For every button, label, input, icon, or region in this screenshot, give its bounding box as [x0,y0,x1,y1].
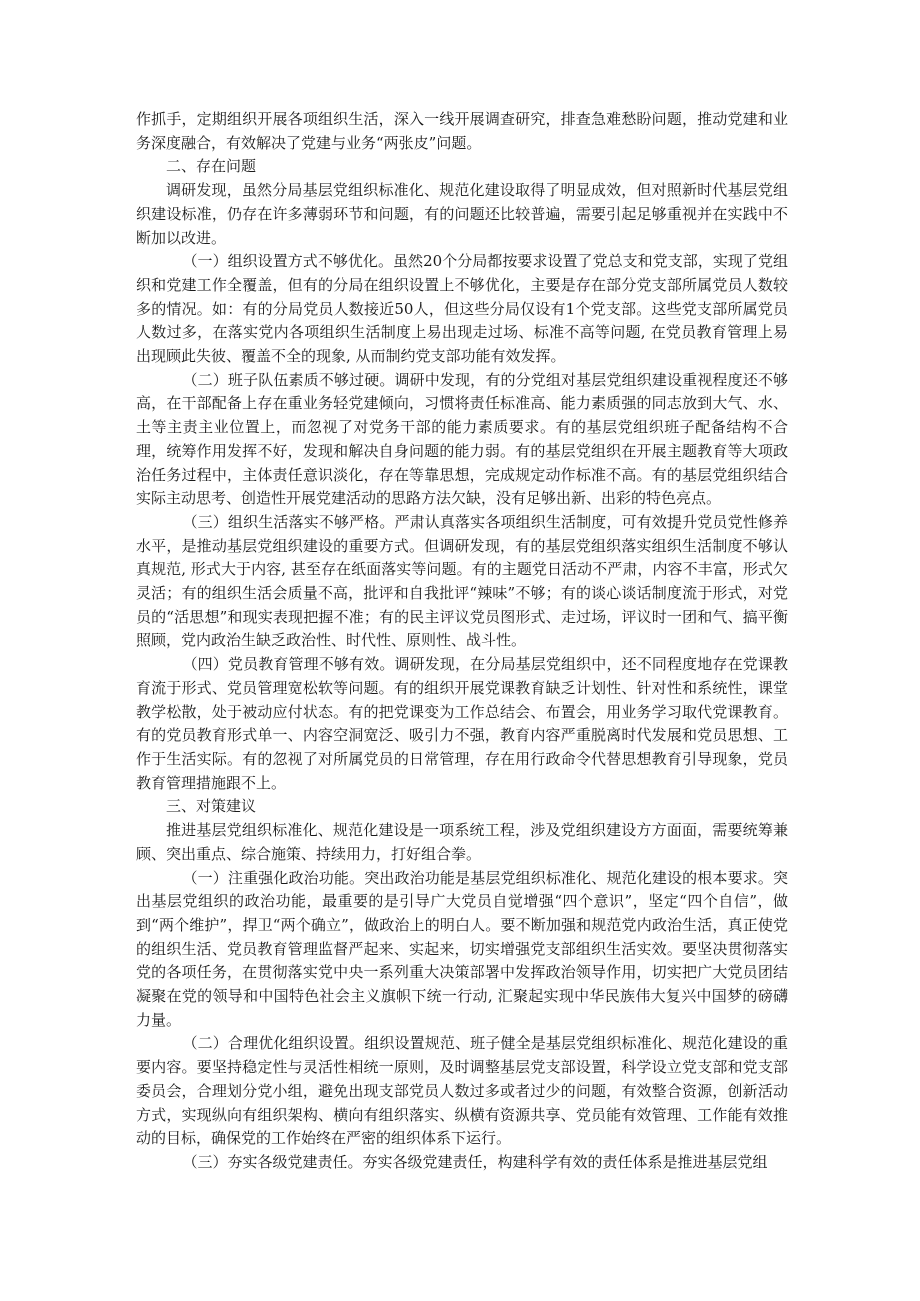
paragraph-suggestion-3: （三）夯实各级党建责任。夯实各级党建责任，构建科学有效的责任体系是推进基层党组 [182,1152,768,1171]
paragraph-problem-2: （二）班子队伍素质不够过硬。调研中发现，有的分党组对基层党组织建设重视程度还不够高，在干部配备上存在重业务轻党建倾向，习惯将责任标准高、能力素质强的同志放到大气、水、土等主责主业位置上，而忽视了对党务干部的能力素质要求。有的基层党组织班子配备结构不合理，统筹作用发挥不好，发现和解决自身问题的能力弱。有的基层党组织在开展主题教育等大项政治任务过程中，主体责任意识淡化，存在等靠思想，完成规定动作标准不高。有的基层党组织结合实际主动思考、创造性开展党建活动的思路方法欠缺，没有足够出新、出彩的特色亮点。 [136,370,788,508]
section-heading-problems: 二、存在问题 [166,157,257,176]
paragraph-suggestion-1: （一）注重强化政治功能。突出政治功能是基层党组织标准化、规范化建设的根本要求。突出基层党组织的政治功能，最重要的是引导广大党员自觉增强“四个意识”，坚定“四个自信”，做到“两个维护”，捍卫“两个确立”，做政治上的明白人。要不断加强和规范党内政治生活，真正使党的组织生活、党员教育管理监督严起来、实起来，切实增强党支部组织生活实效。要坚决贯彻落实党的各项任务，在贯彻落实党中央一系列重大决策部署中发挥政治领导作用，切实把广大党员团结凝聚在党的领导和中国特色社会主义旗帜下统一行动, 汇聚起实现中华民族伟大复兴中国梦的磅礴力量。 [136,868,788,1029]
paragraph-suggestion-2: （二）合理优化组织设置。组织设置规范、班子健全是基层党组织标准化、规范化建设的重要内容。要坚持稳定性与灵活性相统一原则，及时调整基层党支部设置，科学设立党支部和党支部委员会，合理划分党小组，避免出现支部党员人数过多或者过少的问题，有效整合资源，创新活动方式，实现纵向有组织架构、横向有组织落实、纵横有资源共享、党员能有效管理、工作能有效推动的目标，确保党的工作始终在严密的组织体系下运行。 [136,1034,788,1148]
section-heading-suggestions: 三、对策建议 [166,797,257,816]
document-body [136,108,788,1175]
paragraph-problem-3: （三）组织生活落实不够严格。严肃认真落实各项组织生活制度，可有效提升党员党性修养水平，是推动基层党组织建设的重要方式。但调研发现，有的基层党组织落实组织生活制度不够认真规范, 形式大于内容, 甚至存在纸面落实等问题。有的主题党日活动不严肃，内容不丰富，形式欠灵活；有的组织生活会质量不高，批评和自我批评“辣味”不够；有的谈心谈话制度流于形式，对党员的“活思想”和现实表现把握不准；有的民主评议党员图形式、走过场，评议时一团和气、搞平衡照顾，党内政治生缺乏政治性、时代性、原则性、战斗性。 [136,512,788,650]
paragraph-problem-1: （一）组织设置方式不够优化。虽然20个分局都按要求设置了党总支和党支部，实现了党组织和党建工作全覆盖，但有的分局在组织设置上不够优化，主要是存在部分党支部所属党员人数较多的情况。如：有的分局党员人数接近50人，但这些分局仅设有1个党支部。这些党支部所属党员人数过多，在落实党内各项组织生活制度上易出现走过场、标准不高等问题, 在党员教育管理上易出现顾此失彼、覆盖不全的现象, 从而制约党支部功能有效发挥。 [136,252,788,366]
paragraph-problem-4: （四）党员教育管理不够有效。调研发现，在分局基层党组织中，还不同程度地存在党课教育流于形式、党员管理宽松软等问题。有的组织开展党课教育缺乏计划性、针对性和系统性，课堂教学松散，处于被动应付状态。有的把党课变为工作总结会、布置会，用业务学习取代党课教育。有的党员教育形式单一、内容空洞宽泛、吸引力不强，教育内容严重脱离时代发展和党员思想、工作于生活实际。有的忽视了对所属党员的日常管理，存在用行政命令代替思想教育引导现象，党员教育管理措施跟不上。 [136,655,788,792]
paragraph-suggestions-intro: 推进基层党组织标准化、规范化建设是一项系统工程，涉及党组织建设方方面面，需要统筹兼顾、突出重点、综合施策、持续用力，打好组合拳。 [136,821,788,863]
paragraph-continuation: 作抓手，定期组织开展各项组织生活，深入一线开展调查研究，排查急难愁盼问题，推动党建和业务深度融合，有效解决了党建与业务“两张皮”问题。 [136,110,788,152]
paragraph-survey-findings: 调研发现，虽然分局基层党组织标准化、规范化建设取得了明显成效，但对照新时代基层党组织建设标准，仍存在许多薄弱环节和问题，有的问题还比较普遍，需要引起足够重视并在实践中不断加以改进。 [136,181,788,247]
